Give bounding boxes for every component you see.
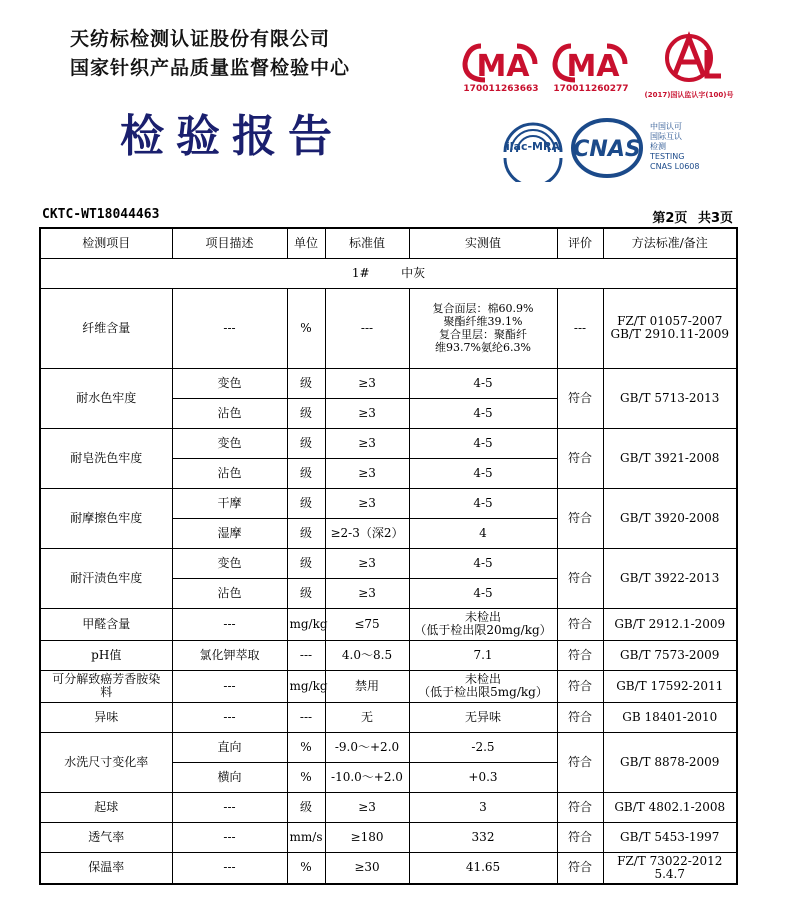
- item-name: 纤维含量: [40, 288, 172, 368]
- table-row: 耐摩擦色牢度 干摩 级 ≥3 4-5 符合 GB/T 3920-2008: [40, 488, 737, 518]
- cma-number-1: 170011263663: [463, 84, 539, 94]
- results-table: [39, 227, 738, 885]
- table-row: 耐皂洗色牢度 变色 级 ≥3 4-5 符合 GB/T 3921-2008: [40, 428, 737, 458]
- item-name: 异味: [40, 702, 172, 732]
- sample-color: 中灰: [401, 265, 426, 280]
- table-row: 耐汗渍色牢度 变色 级 ≥3 4-5 符合 GB/T 3922-2013: [40, 548, 737, 578]
- method-standard: GB/T 17592-2011: [603, 670, 737, 702]
- sample-number: 1#: [351, 265, 370, 280]
- table-row: pH值 氯化钾萃取 --- 4.0～8.5 7.1 符合 GB/T 7573-2009: [40, 640, 737, 670]
- table-row: 透气率 --- mm/s ≥180 332 符合 GB/T 5453-1997: [40, 822, 737, 852]
- method-standard: GB/T 3922-2013: [603, 548, 737, 608]
- table-row: 纤维含量 --- % --- 复合面层：棉60.9% 聚酯纤维39.1% 复合里层：聚酯纤 维93.7%氨纶6.3% --- FZ/T 01057-2007 GB/T 2910.11-2009: [40, 288, 737, 368]
- page-current: 第2页: [652, 211, 688, 226]
- item-name: 水洗尺寸变化率: [40, 732, 172, 792]
- col-header: 实测值: [409, 228, 557, 258]
- table-row: 湿摩 级 ≥2-3（深2） 4: [40, 518, 737, 548]
- item-name: 耐皂洗色牢度: [40, 428, 172, 488]
- col-header: 标准值: [325, 228, 409, 258]
- page-info: [646, 207, 733, 226]
- cma-mark-icon: [461, 40, 541, 84]
- cnas-logo: [568, 115, 648, 185]
- item-name: 甲醛含量: [40, 608, 172, 640]
- item-name: 耐水色牢度: [40, 368, 172, 428]
- cma-number-2: 170011260277: [553, 84, 629, 94]
- method-standard: GB 18401-2010: [603, 702, 737, 732]
- method-standard: GB/T 5713-2013: [603, 368, 737, 428]
- method-standard: GB/T 5453-1997: [603, 822, 737, 852]
- svg-text:MA: MA: [476, 49, 530, 84]
- item-name: 透气率: [40, 822, 172, 852]
- col-header: 单位: [287, 228, 325, 258]
- cnas-mark-icon: [569, 115, 647, 181]
- table-row: 沾色 级 ≥3 4-5: [40, 458, 737, 488]
- method-standard: GB/T 8878-2009: [603, 732, 737, 792]
- method-standard: GB/T 7573-2009: [603, 640, 737, 670]
- table-row: 可分解致癌芳香胺染 料 --- mg/kg 禁用 未检出 （低于检出限5mg/kg） 符合 GB/T 17592-2011: [40, 670, 737, 702]
- method-standard: GB/T 3921-2008: [603, 428, 737, 488]
- cal-mark-icon: [649, 28, 729, 86]
- table-row: 横向 % -10.0～+2.0 +0.3: [40, 762, 737, 792]
- svg-text:MA: MA: [566, 49, 620, 84]
- org-name-line1: 天纺标检测认证股份有限公司: [70, 28, 331, 50]
- method-standard: GB/T 3920-2008: [603, 488, 737, 548]
- item-name: 起球: [40, 792, 172, 822]
- report-title: 检验报告: [120, 111, 344, 162]
- item-name: 可分解致癌芳香胺染 料: [40, 670, 172, 702]
- table-row: 异味 --- --- 无 无异味 符合 GB 18401-2010: [40, 702, 737, 732]
- method-standard: GB/T 2912.1-2009: [603, 608, 737, 640]
- item-name: 耐摩擦色牢度: [40, 488, 172, 548]
- table-row: 水洗尺寸变化率 直向 % -9.0～+2.0 -2.5 符合 GB/T 8878-2009: [40, 732, 737, 762]
- svg-text:CNAS: CNAS: [573, 137, 641, 162]
- cal-number: (2017)国认监认字(100)号: [644, 91, 734, 99]
- cma-logo-2: [550, 40, 632, 94]
- cal-logo: [644, 28, 734, 100]
- section-row: [40, 258, 737, 288]
- svg-text:ilac-MRA: ilac-MRA: [506, 140, 560, 153]
- cnas-caption: 中国认可 国际互认 检测 TESTING CNAS L0608: [650, 122, 700, 171]
- table-row: 沾色 级 ≥3 4-5: [40, 398, 737, 428]
- col-header: 方法标准/备注: [603, 228, 737, 258]
- org-name-line2: 国家针织产品质量监督检验中心: [70, 57, 351, 79]
- table-row: 沾色 级 ≥3 4-5: [40, 578, 737, 608]
- table-row: 耐水色牢度 变色 级 ≥3 4-5 符合 GB/T 5713-2013: [40, 368, 737, 398]
- item-name: 耐汗渍色牢度: [40, 548, 172, 608]
- method-standard: GB/T 4802.1-2008: [603, 792, 737, 822]
- col-header: 检测项目: [40, 228, 172, 258]
- col-header: 评价: [557, 228, 603, 258]
- table-row: 甲醛含量 --- mg/kg ≤75 未检出 （低于检出限20mg/kg） 符合 GB/T 2912.1-2009: [40, 608, 737, 640]
- page-total: 共3页: [697, 211, 733, 226]
- fiber-result: 复合面层：棉60.9% 聚酯纤维39.1% 复合里层：聚酯纤 维93.7%氨纶6.3%: [409, 288, 557, 368]
- cma-logo-1: [460, 40, 542, 94]
- report-number: CKTC-WT18044463: [42, 207, 160, 222]
- item-name: 保温率: [40, 852, 172, 884]
- ilac-mra-logo: [498, 112, 568, 186]
- ilac-mra-icon: [499, 112, 567, 182]
- cma-mark-icon: [551, 40, 631, 84]
- table-row: 起球 --- 级 ≥3 3 符合 GB/T 4802.1-2008: [40, 792, 737, 822]
- table-header-row: [40, 228, 737, 258]
- item-name: pH值: [40, 640, 172, 670]
- table-row: 保温率 --- % ≥30 41.65 符合 FZ/T 73022-2012 5.4.7: [40, 852, 737, 884]
- col-header: 项目描述: [172, 228, 287, 258]
- method-standard: FZ/T 73022-2012 5.4.7: [603, 852, 737, 884]
- method-standard: FZ/T 01057-2007 GB/T 2910.11-2009: [603, 288, 737, 368]
